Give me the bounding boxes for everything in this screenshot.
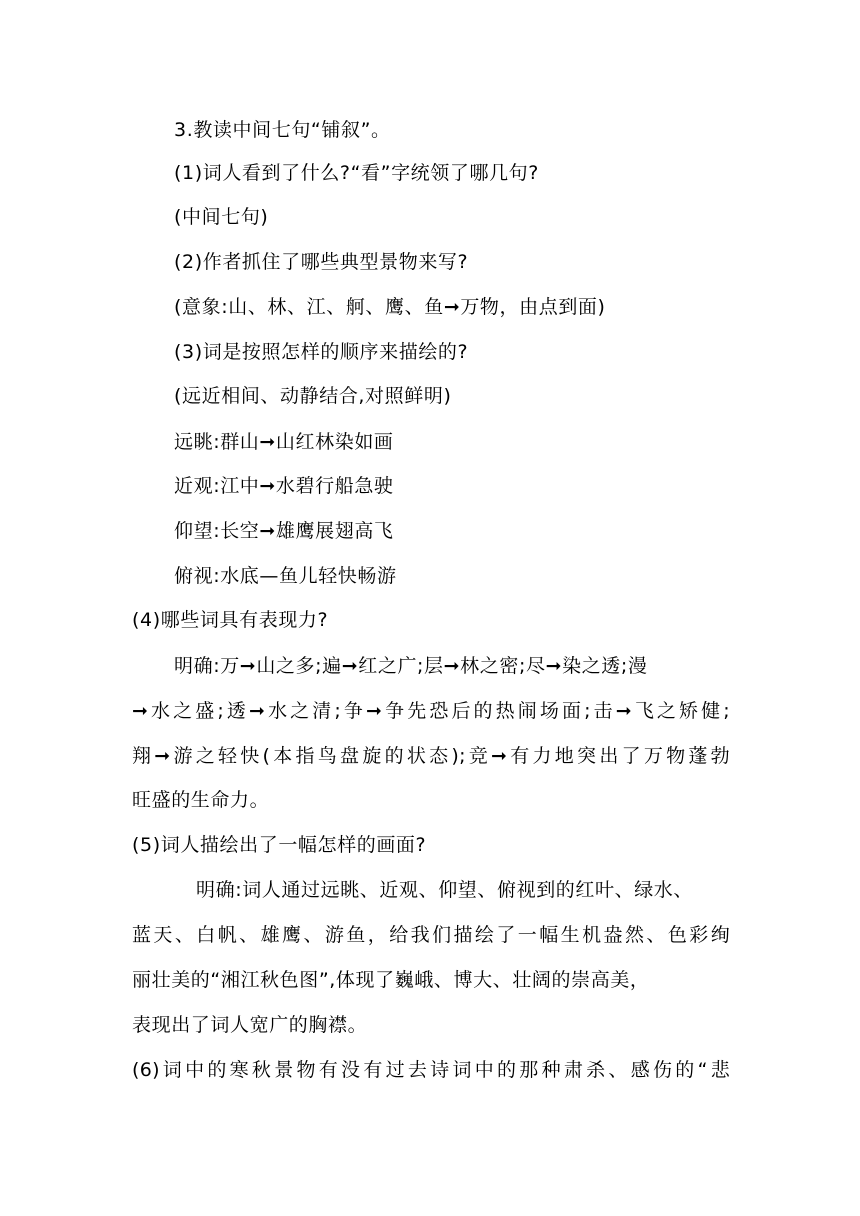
question-1: (1)词人看到了什么?“看”字统领了哪几句?	[174, 162, 539, 184]
answer-1: (中间七句)	[174, 206, 269, 228]
question-5: (5)词人描绘出了一幅怎样的画面?	[132, 834, 427, 856]
view-down: 俯视:水底—鱼儿轻快畅游	[174, 565, 397, 587]
answer-4-line-1: 明确:万➞山之多;遍➞红之广;层➞林之密;尽➞染之透;漫	[174, 655, 648, 677]
question-2: (2)作者抓住了哪些典型景物来写?	[174, 251, 469, 273]
answer-4-line-3: 翔➞游之轻快(本指鸟盘旋的状态);竞➞有力地突出了万物蓬勃	[132, 745, 730, 767]
answer-5-line-1: 明确:词人通过远眺、近观、仰望、俯视到的红叶、绿水、	[196, 879, 694, 901]
answer-5-line-4: 表现出了词人宽广的胸襟。	[132, 1014, 368, 1036]
section-heading: 3.教读中间七句“铺叙”。	[174, 119, 391, 141]
question-4: (4)哪些词具有表现力?	[132, 609, 329, 631]
answer-4-line-4: 旺盛的生命力。	[132, 789, 270, 811]
answer-5-line-2: 蓝天、白帆、雄鹰、游鱼，给我们描绘了一幅生机盎然、色彩绚	[132, 924, 730, 946]
question-3: (3)词是按照怎样的顺序来描绘的?	[174, 341, 469, 363]
question-6: (6)词中的寒秋景物有没有过去诗词中的那种肃杀、感伤的“悲	[132, 1059, 730, 1081]
answer-3: (远近相间、动静结合,对照鲜明)	[174, 385, 452, 407]
answer-2: (意象:山、林、江、舸、鹰、鱼➞万物，由点到面)	[174, 296, 606, 318]
view-near: 近观:江中➞水碧行船急驶	[174, 475, 394, 497]
answer-4-line-2: ➞水之盛;透➞水之清;争➞争先恐后的热闹场面;击➞飞之矫健;	[132, 700, 730, 722]
view-up: 仰望:长空➞雄鹰展翅高飞	[174, 520, 394, 542]
view-far: 远眺:群山➞山红林染如画	[174, 431, 394, 453]
answer-5-line-3: 丽壮美的“湘江秋色图”,体现了巍峨、博大、壮阔的崇高美，	[132, 969, 650, 991]
